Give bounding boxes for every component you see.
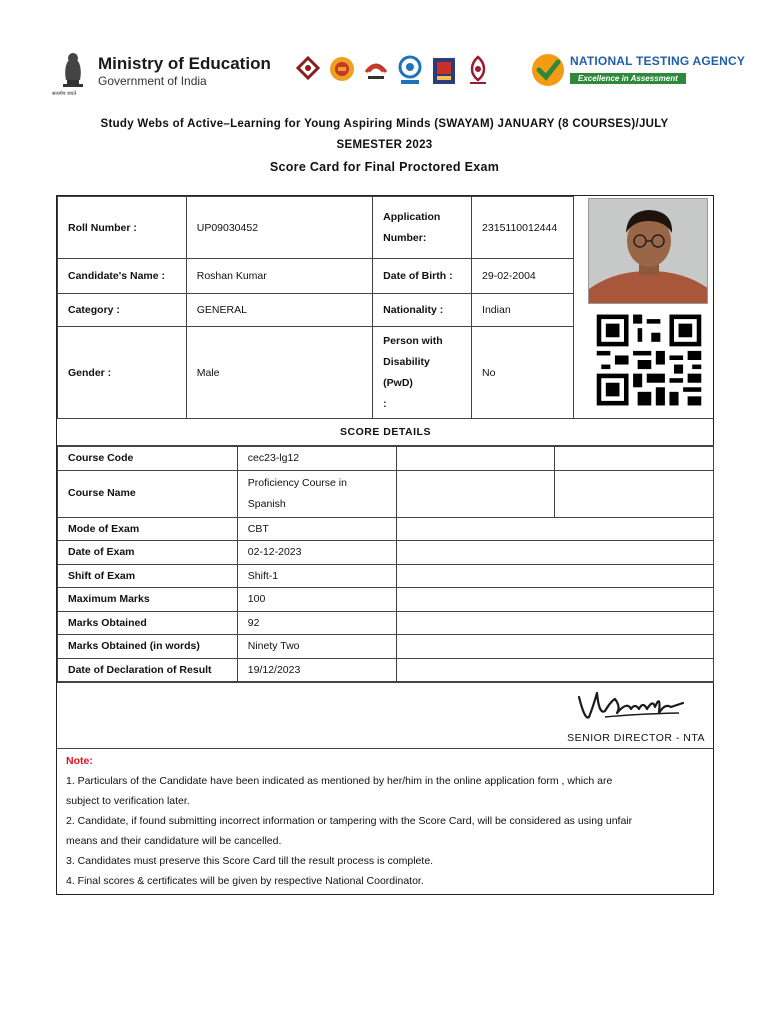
nta-title: NATIONAL TESTING AGENCY (570, 54, 746, 68)
empty-cell (396, 635, 713, 659)
dob-value: 29-02-2004 (472, 259, 574, 294)
date-of-exam-value: 02-12-2023 (237, 541, 396, 565)
ignou-logo-icon (396, 54, 424, 88)
dob-label: Date of Birth : (373, 259, 472, 294)
pwd-value: No (472, 327, 574, 419)
declaration-date-value: 19/12/2023 (237, 658, 396, 682)
empty-cell (396, 470, 555, 517)
note-line: 4. Final scores & certificates will be given by respective National Coordinator. (66, 875, 424, 887)
cec-logo-icon (294, 54, 322, 88)
gender-value: Male (186, 327, 372, 419)
institution-logos (294, 54, 492, 88)
nta-tagline: Excellence in Assessment (570, 73, 686, 84)
info-row (58, 294, 574, 327)
nationality-label: Nationality : (373, 294, 472, 327)
empty-cell (555, 447, 714, 471)
info-row (58, 327, 574, 419)
course-name-value (237, 470, 396, 517)
ministry-logo (56, 50, 271, 92)
mode-of-exam-label: Mode of Exam (58, 517, 238, 541)
table-row (58, 588, 714, 612)
ugc-logo-icon (464, 54, 492, 88)
note-line: means and their candidature will be cancelled. (66, 835, 282, 847)
course-name-line-1: Proficiency Course in (247, 476, 347, 489)
info-row (58, 259, 574, 294)
aicte-logo-icon (328, 54, 356, 88)
empty-cell (396, 517, 713, 541)
application-number-value: 2315110012444 (472, 197, 574, 259)
shift-of-exam-value: Shift-1 (237, 564, 396, 588)
shift-of-exam-label: Shift of Exam (58, 564, 238, 588)
note-line: 3. Candidates must preserve this Score Card till the result process is complete. (66, 855, 434, 867)
empty-cell (396, 658, 713, 682)
nitttr-logo-icon (430, 54, 458, 88)
table-row (58, 564, 714, 588)
course-code-value: cec23-lg12 (237, 447, 396, 471)
pwd-label-line-3: : (383, 397, 387, 410)
photo-and-qr-column (573, 196, 714, 418)
info-row (58, 197, 574, 259)
marks-in-words-label: Marks Obtained (in words) (58, 635, 238, 659)
nationality-value: Indian (472, 294, 574, 327)
course-name-label: Course Name (58, 470, 238, 517)
director-signature (575, 687, 687, 725)
table-row (58, 517, 714, 541)
date-of-exam-label: Date of Exam (58, 541, 238, 565)
note-line: 2. Candidate, if found submitting incorrect information or tampering with the Score Card, will be considered as using unfair (66, 815, 633, 827)
candidate-info-table (57, 196, 574, 419)
title-line-1: Study Webs of Active–Learning for Young Aspiring Minds (SWAYAM) JANUARY (8 COURSES)/JULY (100, 118, 669, 130)
empty-cell (555, 470, 714, 517)
mode-of-exam-value: CBT (237, 517, 396, 541)
senior-director-label: SENIOR DIRECTOR - NTA (567, 732, 705, 744)
candidate-photo (588, 198, 708, 304)
score-details-table (57, 446, 714, 682)
header (0, 0, 768, 110)
table-row (58, 611, 714, 635)
roll-number-label: Roll Number : (58, 197, 187, 259)
candidate-name-label: Candidate's Name : (58, 259, 187, 294)
signature-area (57, 682, 714, 748)
table-row (58, 541, 714, 565)
note-line: subject to verification later. (66, 795, 190, 807)
pwd-label-line-1: Person with (383, 334, 443, 347)
empty-cell (396, 588, 713, 612)
course-name-line-2: Spanish (247, 497, 286, 510)
empty-cell (396, 447, 555, 471)
marks-obtained-label: Marks Obtained (58, 611, 238, 635)
table-row (58, 658, 714, 682)
score-details-heading: SCORE DETAILS (57, 418, 714, 446)
ministry-subtitle: Government of India (98, 74, 207, 88)
pwd-label-line-2: Disability (PwD) (383, 355, 430, 389)
application-number-label (373, 197, 472, 259)
score-card-title: Score Card for Final Proctored Exam (269, 160, 500, 174)
declaration-date-label: Date of Declaration of Result (58, 658, 238, 682)
qr-code-icon (592, 310, 706, 410)
category-value: GENERAL (186, 294, 372, 327)
title-line-2: SEMESTER 2023 (336, 139, 433, 151)
pwd-label (373, 327, 472, 419)
empty-cell (396, 541, 713, 565)
gender-label: Gender : (58, 327, 187, 419)
note-title: Note: (66, 755, 93, 767)
notes-section (57, 748, 714, 893)
category-label: Category : (58, 294, 187, 327)
course-code-label: Course Code (58, 447, 238, 471)
table-row (58, 635, 714, 659)
application-label-line-1: Application (383, 210, 441, 223)
score-card (56, 195, 714, 895)
empty-cell (396, 611, 713, 635)
roll-number-value: UP09030452 (186, 197, 372, 259)
national-emblem-icon (56, 50, 90, 92)
maximum-marks-label: Maximum Marks (58, 588, 238, 612)
note-line: 1. Particulars of the Candidate have been indicated as mentioned by her/him in the online application form , which are (66, 775, 613, 787)
nta-logo (530, 52, 745, 88)
ministry-title: Ministry of Education (98, 54, 271, 73)
maximum-marks-value: 100 (237, 588, 396, 612)
marks-in-words-value: Ninety Two (237, 635, 396, 659)
document-titles (56, 114, 713, 178)
table-row (58, 470, 714, 517)
candidate-name-value: Roshan Kumar (186, 259, 372, 294)
emblem-caption: सत्यमेव जयते (52, 91, 77, 97)
iimb-logo-icon (362, 54, 390, 88)
application-label-line-2: Number: (383, 231, 427, 244)
nta-checkmark-icon (530, 52, 566, 88)
empty-cell (396, 564, 713, 588)
marks-obtained-value: 92 (237, 611, 396, 635)
table-row (58, 447, 714, 471)
